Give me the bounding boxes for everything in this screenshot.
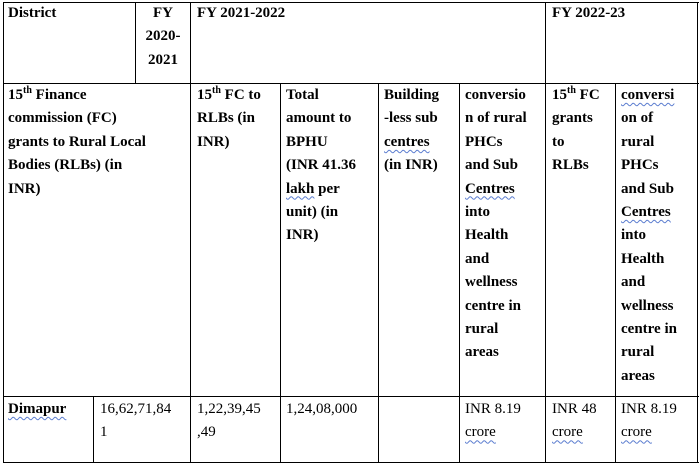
- table-border-bottom: [3, 462, 699, 463]
- table-border-left: [3, 2, 4, 463]
- header-total-bphu: Total amount to BPHU (INR 41.36 lakh per unit) (in INR): [286, 87, 356, 244]
- header-fy-2020-21: FY 2020- 2021: [145, 5, 181, 68]
- row-fy-2020-21-value: 16,62,71,84 1: [100, 401, 172, 441]
- table-col-divider-c: [190, 2, 191, 463]
- table-col-divider-g: [545, 2, 546, 463]
- table-col-divider-e: [378, 83, 379, 463]
- row-district: Dimapur: [8, 401, 67, 417]
- table-row-divider-2: [3, 396, 699, 397]
- table-col-divider-b: [93, 396, 94, 463]
- header-fy-2022-23: FY 2022-23: [552, 5, 626, 21]
- row-fc-grants-2223-value: INR 48 crore: [552, 401, 597, 441]
- header-15th-fc-to-rlbs: 15th FC to RLBs (in INR): [197, 85, 261, 150]
- row-fc-rlbs-2122-value: 1,22,39,45 ,49: [197, 401, 261, 441]
- header-15th-fc-grants-rlbs: 15th Finance commission (FC) grants to Rural Local Bodies (RLBs) (in INR): [8, 85, 146, 197]
- header-15th-fc-grants-2223: 15th FC grants to RLBs: [552, 85, 600, 174]
- table-col-divider-f: [459, 83, 460, 463]
- header-fy-2021-22: FY 2021-2022: [197, 5, 286, 21]
- header-buildingless-sub-centres: Building -less sub centres (in INR): [384, 87, 440, 174]
- table-col-divider-d: [280, 83, 281, 463]
- table-col-divider-h: [615, 83, 616, 463]
- header-district: District: [8, 5, 57, 21]
- table-border-right: [697, 2, 698, 463]
- row-conversion-2122-value: INR 8.19 crore: [465, 401, 521, 441]
- row-bphu-total-value: 1,24,08,000: [286, 401, 358, 417]
- header-conversion-phcs-2223: conversi on of rural PHCs and Sub Centres into Health and wellness centre in rural areas: [621, 87, 677, 384]
- row-conversion-2223-value: INR 8.19 crore: [621, 401, 677, 441]
- header-conversion-phcs-2122: conversio n of rural PHCs and Sub Centres into Health and wellness centre in rural areas: [465, 87, 527, 361]
